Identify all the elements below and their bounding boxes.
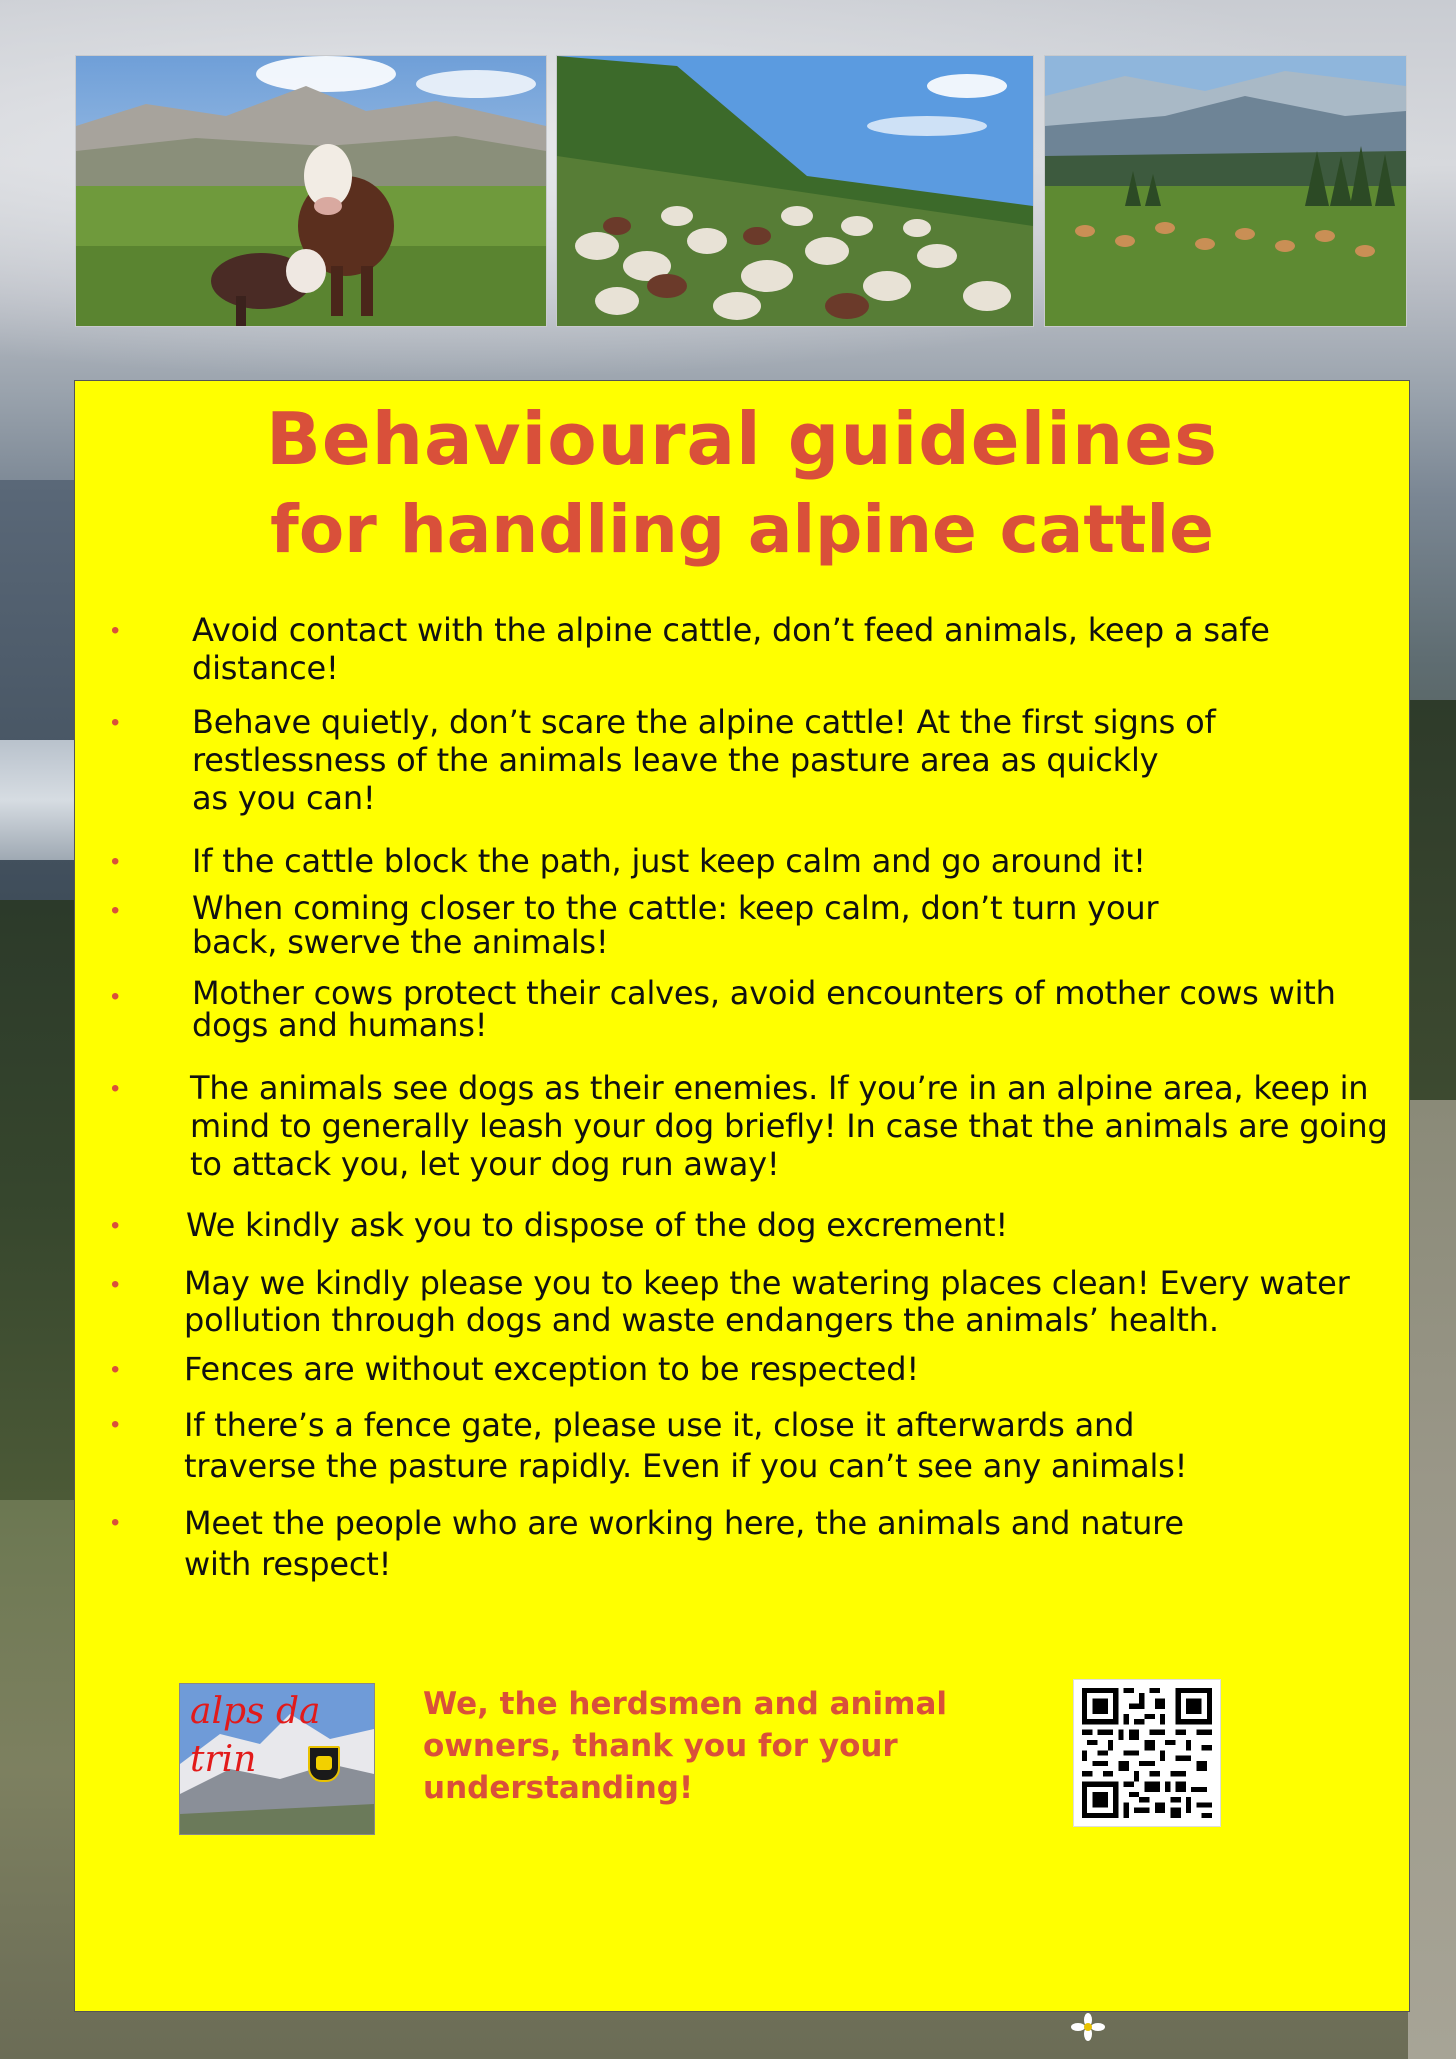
photo-sheep-flock bbox=[556, 55, 1034, 327]
gravel-path bbox=[1408, 1100, 1456, 2059]
bullet-icon: • bbox=[111, 617, 120, 644]
flower-icon bbox=[1070, 2012, 1106, 2042]
title-line-2: for handling alpine cattle bbox=[270, 491, 1214, 568]
logo-text-line-1: alps da bbox=[190, 1691, 321, 1732]
bullet-icon: • bbox=[111, 1212, 120, 1239]
bullet-icon: • bbox=[111, 848, 120, 875]
bullet-icon: • bbox=[111, 1509, 120, 1536]
forest-right bbox=[1408, 700, 1456, 1100]
logo-text-line-2: trin bbox=[190, 1739, 257, 1780]
bullet-icon: • bbox=[111, 1075, 120, 1102]
thank-you-message: We, the herdsmen and animal owners, thank you for your understanding! bbox=[423, 1686, 948, 1806]
qr-code[interactable] bbox=[1073, 1679, 1221, 1827]
title-line-1: Behavioural guidelines bbox=[266, 397, 1218, 481]
forest-left bbox=[0, 900, 80, 1500]
photo-cattle-meadow bbox=[1044, 55, 1407, 327]
bullet-icon: • bbox=[111, 897, 120, 924]
valley-mist bbox=[0, 740, 80, 860]
bullet-icon: • bbox=[111, 1356, 120, 1383]
bullet-icon: • bbox=[111, 709, 120, 736]
photo-cow-and-calf bbox=[75, 55, 547, 327]
guidelines-panel: Behavioural guidelines for handling alpine cattle • Avoid contact with the alpine cattle, don’t feed animals, keep a safe distance! • Behave quietly, don’t scare the alpine cattle! At the first signs of restlessness of the animals leave the pasture area as quickly as you can! • If the cattle block the path, just keep calm and go around it! • When coming closer to the cattle: keep calm, don’t turn your back, swerve the animals! • Mother cows protect their calves, avoid encounters of mother cows with dogs and humans! • The animals see dogs as their enemies. If you’re in an alpine area, keep in mind to generally leash your dog briefly! In case that the animals are going to attack you, let your dog run away! • We kindly ask you to dispose of the dog excrement! • May we kindly please you to keep the watering places clean! Every water pollution through dogs and waste endangers the animals’ health. • Fences are without exception to be respected! • If there’s a fence gate, please use it, close it afterwards and traverse the pasture rapidly. Even if you can’t see any animals! • Meet the people who are working here, the animals and nature with respect! alps da trin We, the herdsmen and animal owners, thank you for your understanding! bbox=[74, 380, 1410, 2012]
alps-da-trin-logo bbox=[179, 1683, 375, 1835]
bullet-icon: • bbox=[111, 1411, 120, 1438]
bullet-icon: • bbox=[111, 1271, 120, 1298]
coat-of-arms-icon bbox=[308, 1746, 340, 1782]
bullet-icon: • bbox=[111, 983, 120, 1010]
